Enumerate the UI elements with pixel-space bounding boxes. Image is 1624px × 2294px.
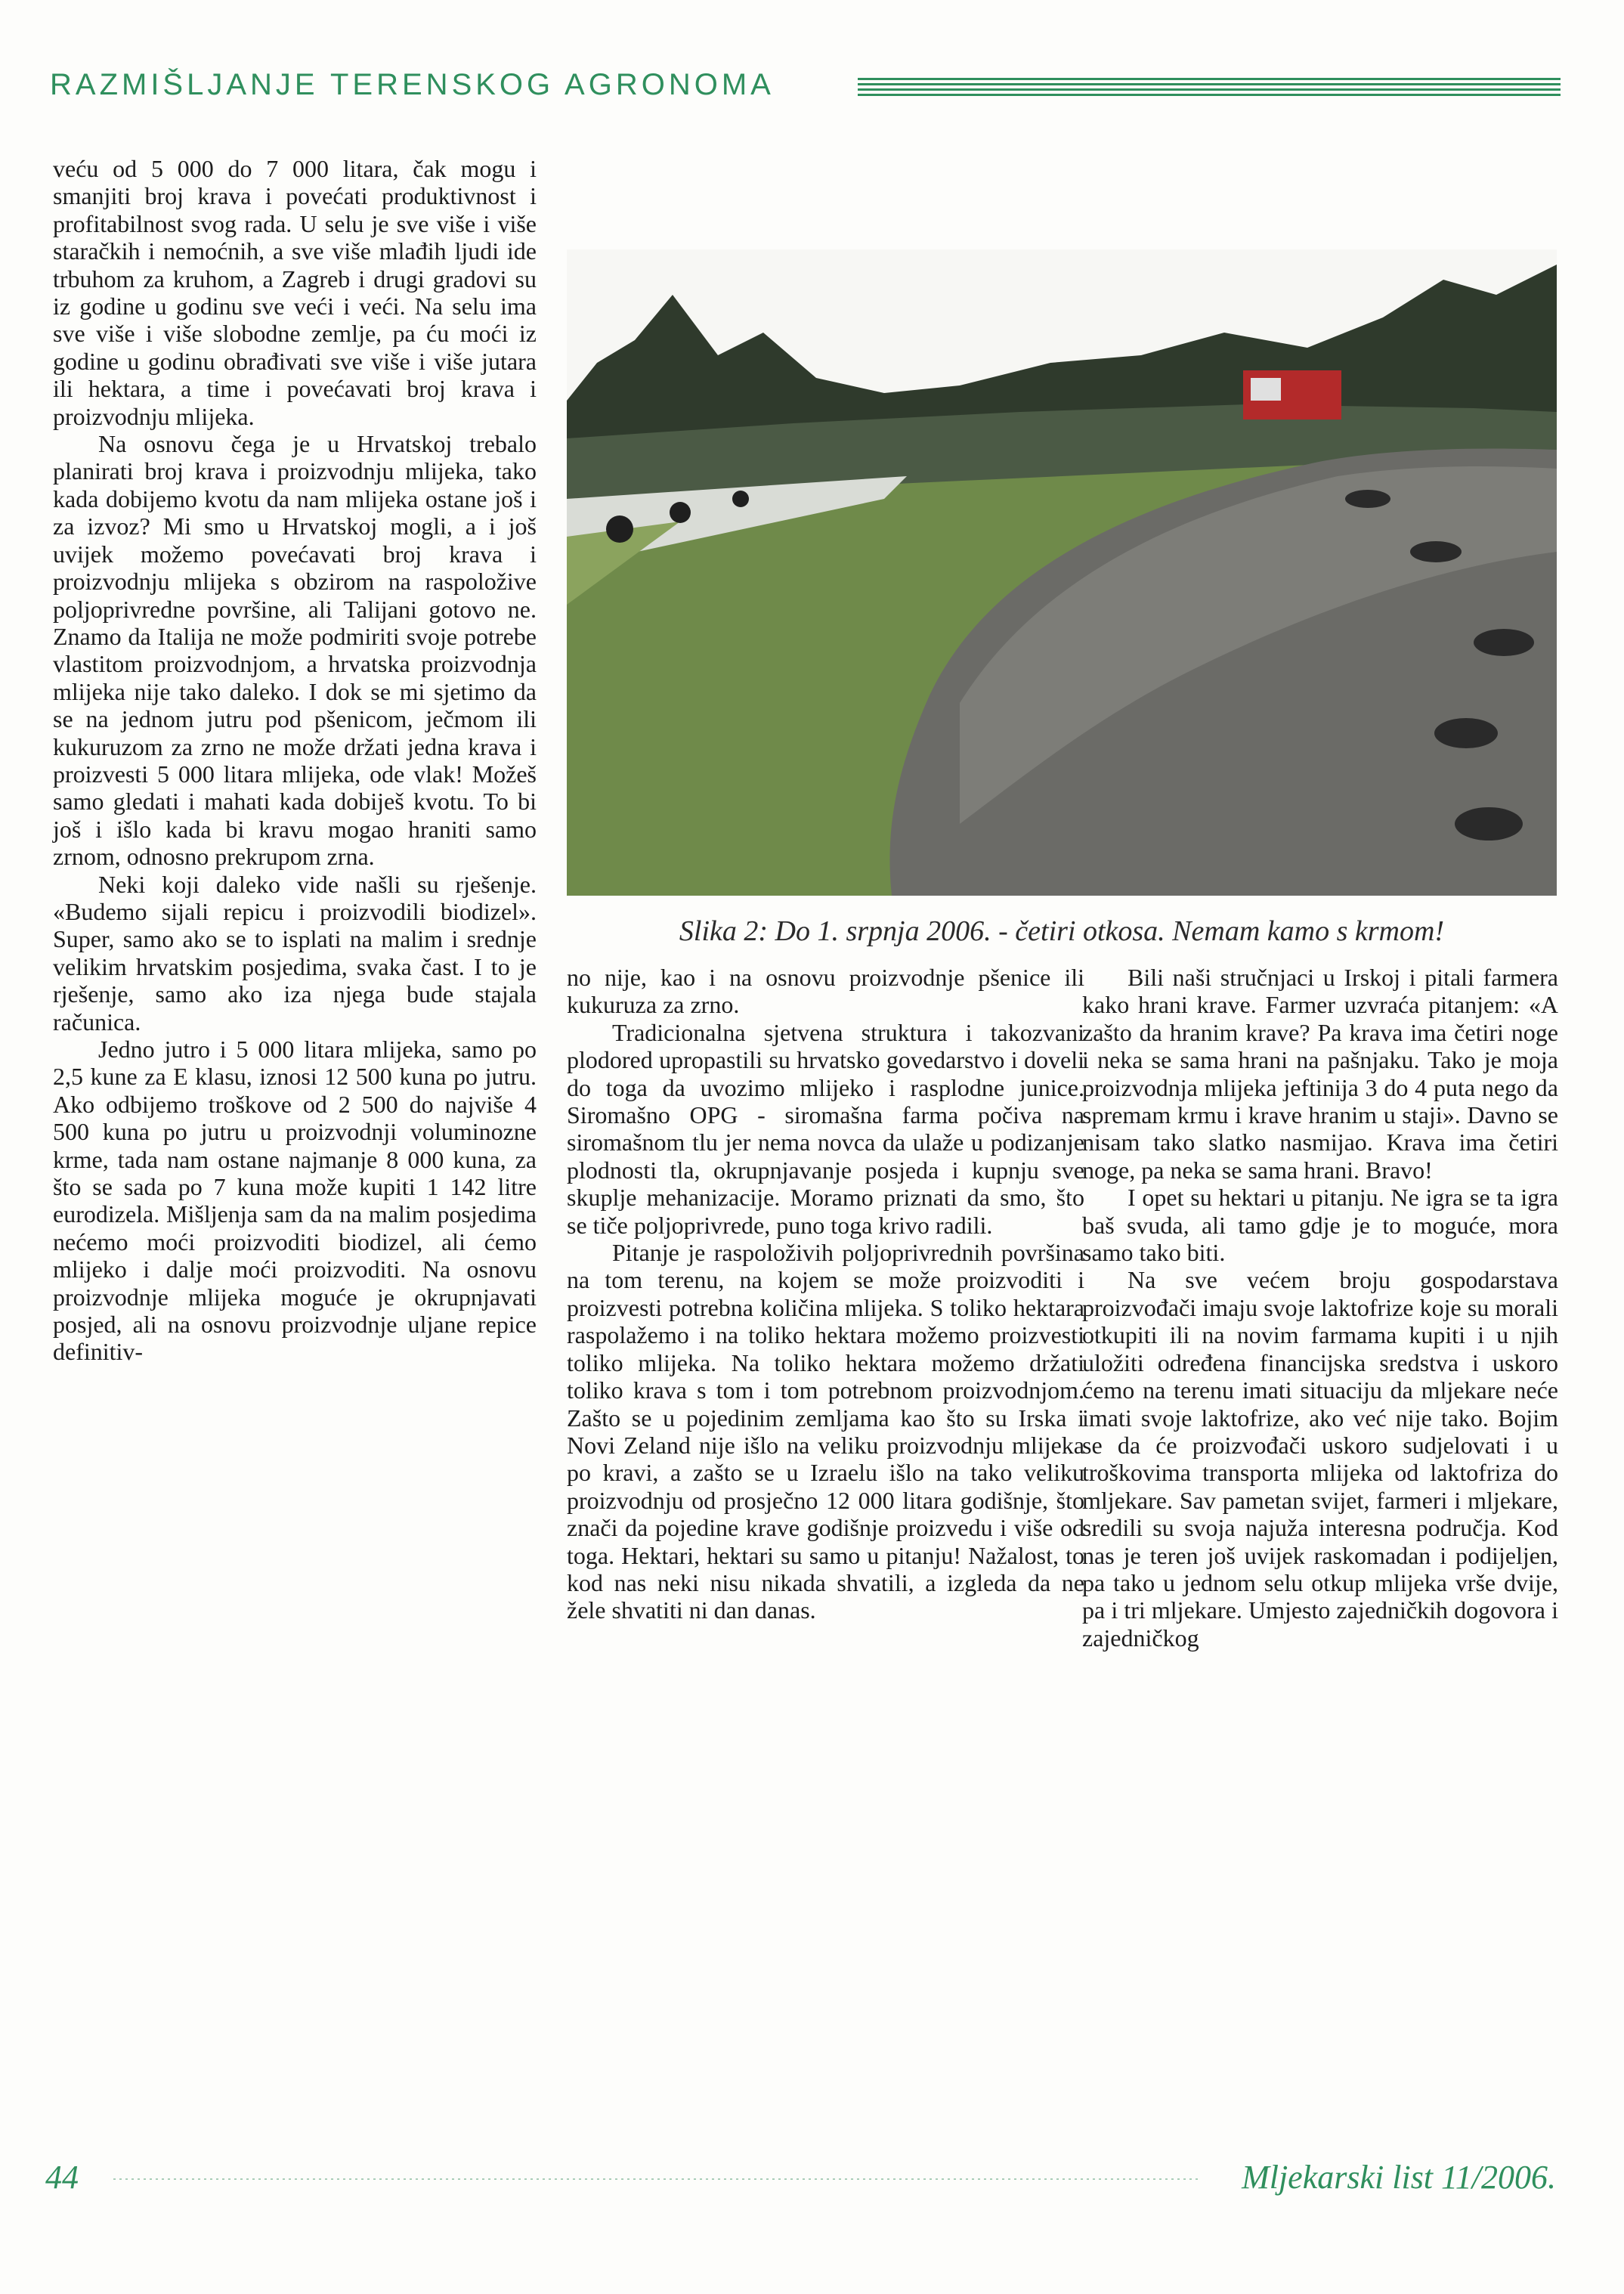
column-1 [53, 155, 537, 1366]
paragraph: no nije, kao i na osnovu proizvodnje pšenice ili kukuruza za zrno. [567, 964, 1084, 1019]
paragraph: Na osnovu čega je u Hrvatskoj trebalo planirati broj krava i proizvodnju mlijeka, tako kada dobijemo kvotu da nam mlijeka ostane još i za izvoz? Mi smo u Hrvatskoj mogli, a i još uvijek možemo povećavati broj krava i proizvodnju mlijeka s obzirom na raspoložive poljoprivredne površine, ali Talijani gotovo ne. Znamo da Italija ne može podmiriti svoje potrebe vlastitom proizvodnjom, a hrvatska proizvodnja mlijeka nije tako daleko. I dok se mi sjetimo da se na jednom jutru pod pšenicom, ječmom ili kukuruzom za zrno ne može držati jedna krava i proizvesti 5 000 litara mlijeka, ode vlak! Možeš samo gledati i mahati kada dobiješ kvotu. To bi još i išlo kada bi kravu mogao hraniti samo zrnom, odnosno prekrupom zrna. [53, 430, 537, 871]
paragraph: Neki koji daleko vide našli su rješenje. «Budemo sijali repicu i proizvodili biodizel». Super, samo ako se to isplati na malim i srednje velikim hrvatskim posjedima, svaka čast. I to je rješenje, samo ako iza njega bude stajala računica. [53, 870, 537, 1036]
figure-caption: Slika 2: Do 1. srpnja 2006. - četiri otkosa. Nemam kamo s krmom! [679, 915, 1445, 947]
column-2 [567, 964, 1084, 1624]
figure-photo [567, 249, 1557, 896]
paragraph: I opet su hektari u pitanju. Ne igra se ta igra baš svuda, ali tamo gdje je to moguće, mora samo tako biti. [1082, 1184, 1558, 1267]
paragraph: Na sve većem broju gospodarstava proizvođači imaju svoje laktofrize koje su morali otkupiti ili na novim farmama kupiti i u njih uložiti određena financijska sredstva i uskoro ćemo na terenu imati situaciju da mljekare neće imati svoje laktofrize, ako već nije tako. Bojim se da će proizvođači uskoro sudjelovati i u troškovima transporta mlijeka od laktofriza do mljekare. Sav pametan svijet, farmeri i mljekare, sredili su svoja najuža interesna područja. Kod nas je teren još uvijek raskomadan i podijeljen, pa tako u jednom selu otkup mlijeka vrše dvije, pa i tri mljekare. Umjesto zajedničkih dogovora i zajedničkog [1082, 1266, 1558, 1652]
page-number: 44 [45, 2159, 79, 2196]
column-3 [1082, 964, 1558, 1652]
paragraph: Bili naši stručnjaci u Irskoj i pitali farmera kako hrani krave. Farmer uzvraća pitanjem: «A zašto da hranim krave? Pa krava ima četiri noge i neka se sama hrani na pašnjaku. Tako je moja proizvodnja mlijeka jeftinija 3 do 4 puta nego da spremam krmu i krave hranim u staji». Davno se nisam tako slatko nasmijao. Krava ima četiri noge, pa neka se sama hrani. Bravo! [1082, 964, 1558, 1184]
footer-rule [113, 2178, 1202, 2180]
paragraph: veću od 5 000 do 7 000 litara, čak mogu i smanjiti broj krava i povećati produktivnost i profitabilnost svog rada. U selu je sve više i više staračkih i nemoćnih, a sve više mlađih ljudi ide trbuhom za kruhom, a Zagreb i drugi gradovi su iz godine u godinu sve veći i veći. Na selu ima sve više i više slobodne zemlje, pa ću moći iz godine u godinu obrađivati sve više i više jutara ili hektara, a time i povećavati broj krava i proizvodnju mlijeka. [53, 155, 537, 430]
paragraph: Pitanje je raspoloživih poljoprivrednih površina na tom terenu, na kojem se može proizvoditi i proizvesti potrebna količina mlijeka. S toliko hektara raspolažemo i na toliko hektara možemo proizvesti toliko mlijeka. Na toliko hektara možemo držati toliko krava s tom i tom potrebnom proizvodnjom. Zašto se u pojedinim zemljama kao što su Irska i Novi Zeland nije išlo na veliku proizvodnju mlijeka po kravi, a zašto se u Izraelu išlo na tako veliku proizvodnju od prosječno 12 000 litara godišnje, što znači da pojedine krave godišnje proizvedu i više od toga. Hektari, hektari su samo u pitanju! Nažalost, to kod nas neki nisu nikada shvatili, a izgleda da ne žele shvatiti ni dan danas. [567, 1239, 1084, 1624]
running-header: RAZMIŠLJANJE TERENSKOG AGRONOMA [50, 68, 775, 101]
paragraph: Jedno jutro i 5 000 litara mlijeka, samo po 2,5 kune za E klasu, iznosi 12 500 kuna po jutru. Ako odbijemo troškove od 2 500 do najviše 4 500 kuna po jutru u proizvodnji voluminozne krme, tada nam ostane najmanje 8 000 kuna, za što se sada po 7 kuna može kupiti 1 142 litre eurodizela. Mišljenja sam da na malim posjedima nećemo moći proizvoditi biodizel, ali ćemo mlijeko i dalje moći proizvoditi. Na osnovu proizvodnje mlijeka moguće je okrupnjavati posjed, ali na osnovu proizvodnje uljane repice definitiv- [53, 1036, 537, 1366]
header-rule [858, 78, 1561, 96]
paragraph: Tradicionalna sjetvena struktura i takozvani plodored upropastili su hrvatsko govedarstvo i doveli do toga da uvozimo mlijeko i rasplodne junice. Siromašno OPG - siromašna farma počiva na siromašnom tlu jer nema novca da ulaže u podizanje plodnosti tla, okrupnjavanje posjeda i kupnju sve skuplje mehanizacije. Moramo priznati da smo, što se tiče poljoprivrede, puno toga krivo radili. [567, 1018, 1084, 1239]
journal-footer: Mljekarski list 11/2006. [1242, 2159, 1556, 2196]
silage-field-image [567, 249, 1557, 896]
